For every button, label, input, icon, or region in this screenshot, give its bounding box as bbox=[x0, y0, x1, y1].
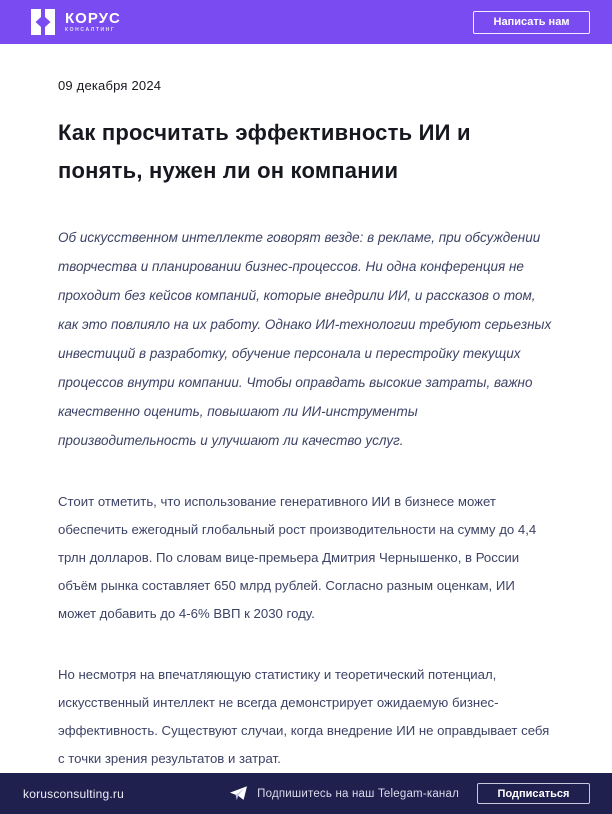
logo-text bbox=[65, 11, 121, 33]
header-bar bbox=[0, 0, 612, 44]
article-paragraph: Стоит отметить, что использование генеративного ИИ в бизнесе может обеспечить ежегодный глобальный рост производительности на сумму до 4,4 трлн долларов. По словам вице-премьера Дмитрия Чернышенко, в России объём рынка составляет 650 млрд рублей. Согласно разным оценкам, ИИ может добавить до 4-6% ВВП к 2030 году. bbox=[58, 494, 537, 621]
korus-logo[interactable] bbox=[30, 9, 121, 35]
subscribe-button[interactable]: Подписаться bbox=[477, 783, 590, 804]
korus-logo-icon bbox=[30, 9, 56, 35]
site-link[interactable]: korusconsulting.ru bbox=[23, 786, 124, 801]
logo-subtitle: КОНСАЛТИНГ bbox=[65, 27, 116, 33]
contact-button[interactable]: Написать нам bbox=[473, 11, 590, 34]
article-lead: Об искусственном интеллекте говорят везде: в рекламе, при обсуждении творчества и планировании бизнес-процессов. Ни одна конференция не проходит без кейсов компаний, которые внедрили ИИ, и рассказов о том, как это повлияло на их работу. Однако ИИ-технологии требуют серьезных инвестиций в разработку, обучение персонала и перестройку текущих процессов внутри компании. Чтобы оправдать высокие затраты, важно качественно оценить, повышают ли ИИ-инструменты производительность и улучшают ли качество услуг. bbox=[58, 230, 552, 448]
telegram-prompt-group bbox=[230, 786, 459, 801]
article-date: 09 декабря 2024 bbox=[58, 78, 162, 93]
logo-title: КОРУС bbox=[65, 10, 121, 27]
telegram-paper-plane-icon bbox=[230, 786, 247, 801]
article-paragraph: Но несмотря на впечатляющую статистику и теоретический потенциал, искусственный интеллект не всегда демонстрирует ожидаемую бизнес-эффективность. Существуют случаи, когда внедрение ИИ не оправдывает себя с точки зрения результатов и затрат. bbox=[58, 667, 550, 766]
article-content bbox=[0, 44, 612, 773]
telegram-prompt-label: Подпишитесь на наш Telegam-канал bbox=[257, 787, 459, 800]
footer-bar bbox=[0, 773, 612, 814]
article-title: Как просчитать эффективность ИИ и понять, нужен ли он компании bbox=[58, 120, 471, 183]
footer-right-group bbox=[230, 783, 590, 804]
